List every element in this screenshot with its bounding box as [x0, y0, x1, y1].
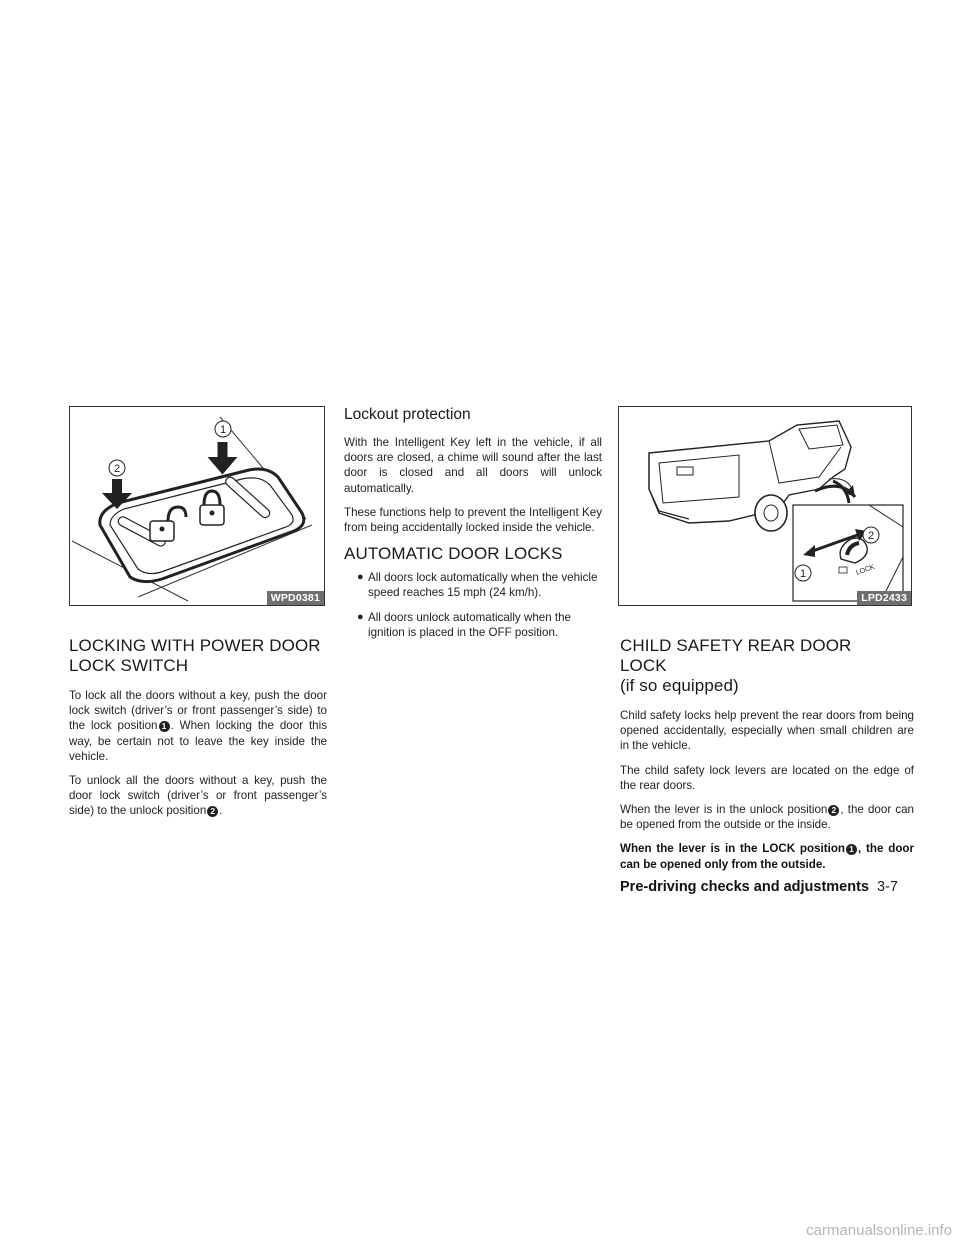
text: When the lever is in the LOCK position — [620, 842, 846, 856]
auto-lock-list — [344, 570, 602, 640]
figure-label-1: 1 — [219, 424, 227, 436]
list-item — [344, 610, 602, 640]
text: When the lever is in the unlock position — [620, 803, 828, 817]
paragraph-lockout-2: These functions help to prevent the Intelligent Key from being accidentally locked inside the vehicle. — [344, 505, 602, 535]
text: , the door can be opened from the outside or the inside. — [620, 803, 914, 832]
circled-number-1: 1 — [846, 844, 857, 855]
list-item-text: All doors lock automatically when the vehicle speed reaches 15 mph (24 km/h). — [368, 571, 598, 600]
page-number: 3-7 — [877, 879, 898, 895]
text: . When locking the door this way, be certain not to leave the key inside the vehicle. — [69, 719, 327, 763]
text: , the door can be opened only from the outside. — [620, 842, 915, 871]
figure-code: WPD0381 — [267, 591, 324, 605]
column-left — [69, 406, 327, 828]
paragraph-unlock — [69, 773, 327, 819]
bullet-icon: ● — [357, 610, 364, 623]
door-lock-switch-illustration — [70, 407, 326, 607]
text: To lock all the doors without a key, push the door lock switch (driver’s or front passenger’s side) to the lock position — [69, 689, 327, 733]
paragraph-lock — [69, 688, 327, 764]
footer-section-title: Pre-driving checks and adjustments — [620, 879, 869, 895]
paragraph-lockout-1: With the Intelligent Key left in the vehicle, if all doors are closed, a chime will sound after the last door is closed and all doors will unlock automatically. — [344, 436, 602, 495]
heading-line-2: LOCK SWITCH — [69, 656, 189, 675]
watermark: carmanualsonline.info — [806, 1222, 952, 1239]
lock-text: LOCK — [855, 563, 876, 577]
heading-line-1: LOCKING WITH POWER DOOR — [69, 636, 321, 655]
circled-number-2: 2 — [207, 806, 218, 817]
text: To unlock all the doors without a key, push the door lock switch (driver’s or front passenger’s side) to the unlock position — [69, 774, 327, 818]
heading-automatic-door-locks: AUTOMATIC DOOR LOCKS — [344, 544, 563, 564]
circled-number-2: 2 — [828, 805, 839, 816]
circled-number-1: 1 — [159, 721, 170, 732]
paragraph-child-4 — [620, 841, 914, 871]
figure-label-2: 2 — [113, 463, 121, 475]
figure-power-door-lock-switch — [69, 406, 325, 606]
column-middle — [344, 406, 602, 649]
list-item — [344, 570, 602, 600]
heading-locking-power-door — [69, 636, 327, 676]
heading-line-2: (if so equipped) — [620, 676, 739, 695]
bullet-icon: ● — [357, 571, 364, 584]
pickup-truck-illustration — [619, 407, 913, 607]
page-footer — [620, 879, 898, 895]
paragraph-child-2: The child safety lock levers are located on the edge of the rear doors. — [620, 763, 914, 792]
heading-line-1: CHILD SAFETY REAR DOOR LOCK — [620, 636, 852, 675]
figure-label-1: 1 — [799, 568, 807, 580]
figure-child-safety-lock — [618, 406, 912, 606]
heading-lockout-protection: Lockout protection — [344, 406, 471, 423]
figure-label-2: 2 — [867, 530, 875, 542]
paragraph-child-1: Child safety locks help prevent the rear doors from being opened accidentally, especially when small children are in the vehicle. — [620, 709, 914, 753]
heading-child-safety-lock — [620, 636, 878, 696]
column-right — [620, 406, 915, 881]
paragraph-child-3 — [620, 802, 914, 832]
text: . — [219, 804, 223, 818]
list-item-text: All doors unlock automatically when the ignition is placed in the OFF position. — [368, 610, 571, 639]
figure-code: LPD2433 — [857, 591, 911, 605]
